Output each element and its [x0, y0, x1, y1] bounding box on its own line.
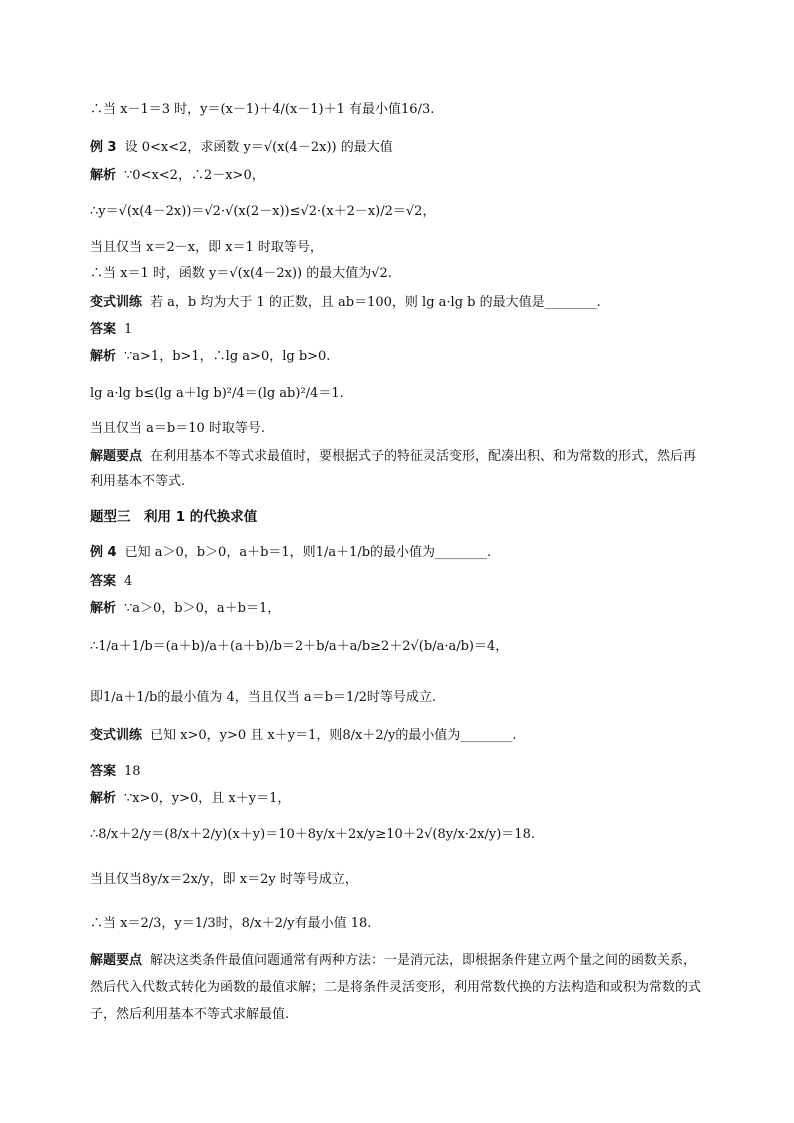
line-text: ∵x>0，y>0，且 x＋y＝1，: [124, 791, 291, 806]
text-line: [90, 264, 392, 284]
line-text: 4: [124, 574, 133, 589]
key-points: [90, 444, 702, 494]
line-label: 解析: [90, 168, 117, 183]
line-label: 例 4: [90, 545, 117, 560]
text-line: [90, 870, 358, 890]
text-line: [90, 238, 323, 258]
text-line: [90, 419, 265, 439]
solution-line: [90, 166, 265, 186]
line-text: ∵a>1，b>1，∴lg a>0，lg b>0.: [124, 349, 331, 364]
text-line: [90, 637, 508, 657]
line-text: 已知 x>0，y>0 且 x＋y＝1，则8/x＋2/y的最小值为________.: [150, 728, 517, 743]
line-text: 即1/a＋1/b的最小值为 4，当且仅当 a＝b＝1/2时等号成立.: [90, 690, 437, 705]
line-label: 答案: [90, 322, 117, 337]
line-text: 1: [124, 322, 133, 337]
line-text: 在利用基本不等式求最值时，要根据式子的特征灵活变形，配凑出积、和为常数的形式，然后再利用基本不等式.: [90, 449, 697, 489]
line-label: 解析: [90, 791, 117, 806]
solution-line: [90, 789, 290, 809]
line-text: 设 0<x<2，求函数 y＝√(x(4－2x)) 的最大值: [124, 140, 393, 155]
line-label: 变式训练: [90, 295, 143, 310]
line-text: 当且仅当 a＝b＝10 时取等号.: [90, 421, 266, 436]
line-label: 变式训练: [90, 728, 143, 743]
line-label: 例 3: [90, 140, 117, 155]
example-3: [90, 138, 393, 158]
line-label: 答案: [90, 574, 117, 589]
variant-exercise: [90, 726, 516, 746]
line-text: ∴1/a＋1/b＝(a＋b)/a＋(a＋b)/b＝2＋b/a＋a/b≥2＋2√(b/a·a/b)＝4，: [90, 639, 509, 654]
line-text: 若 a，b 均为大于 1 的正数，且 ab＝100，则 lg a·lg b 的最大值是________.: [150, 295, 601, 310]
line-text: ∴当 x＝2/3，y＝1/3时，8/x＋2/y有最小值 18.: [90, 916, 372, 931]
text-line: [90, 825, 535, 845]
section-heading: [90, 507, 257, 527]
line-text: lg a·lg b≤(lg a＋lg b)²/4＝(lg ab)²/4＝1.: [90, 386, 344, 401]
line-label: 答案: [90, 764, 117, 779]
line-text: 已知 a＞0，b＞0，a＋b＝1，则1/a＋1/b的最小值为________.: [124, 545, 492, 560]
line-text: 题型三 利用 1 的代换求值: [90, 509, 258, 525]
example-4: [90, 543, 491, 563]
text-line: [90, 202, 435, 222]
line-text: ∴8/x＋2/y＝(8/x＋2/y)(x＋y)＝10＋8y/x＋2x/y≥10＋2√(8y/x·2x/y)＝18.: [90, 827, 535, 842]
line-text: ∴当 x－1＝3 时，y＝(x－1)＋4/(x－1)＋1 有最小值16/3.: [90, 102, 435, 117]
text-line: [90, 688, 436, 708]
line-text: ∵a＞0，b＞0，a＋b＝1，: [124, 601, 281, 616]
solution-line: [90, 347, 330, 367]
line-text: 18: [124, 764, 141, 779]
line-text: 解决这类条件最值问题通常有两种方法：一是消元法，即根据条件建立两个量之间的函数关系，然后代入代数式转化为函数的最值求解；二是将条件灵活变形，利用常数代换的方法构造和或积为常数的式子，然后利用基本不等式求解最值.: [90, 953, 702, 1022]
line-label: 解题要点: [90, 953, 143, 968]
text-line: [90, 384, 344, 404]
text-line: [90, 914, 371, 934]
answer-line: [90, 572, 132, 592]
answer-line: [90, 762, 141, 782]
line-text: ∴y＝√(x(4－2x))＝√2·√(x(2－x))≤√2·(x＋2－x)/2＝√2，: [90, 204, 436, 219]
variant-exercise: [90, 293, 601, 313]
line-text: ∴当 x＝1 时，函数 y＝√(x(4－2x)) 的最大值为√2.: [90, 266, 392, 281]
solution-line: [90, 599, 280, 619]
line-label: 解析: [90, 349, 117, 364]
answer-line: [90, 320, 132, 340]
line-text: 当且仅当 x＝2－x，即 x＝1 时取等号，: [90, 240, 323, 255]
line-label: 解题要点: [90, 449, 143, 464]
text-line: [90, 100, 434, 120]
line-label: 解析: [90, 601, 117, 616]
key-points: [90, 947, 702, 1028]
line-text: ∵0<x<2，∴2－x>0，: [124, 168, 265, 183]
line-text: 当且仅当8y/x＝2x/y，即 x＝2y 时等号成立，: [90, 872, 358, 887]
